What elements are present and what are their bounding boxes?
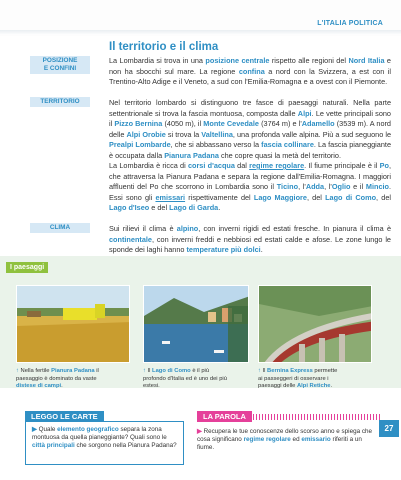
section-tag: L'ITALIA POLITICA [317, 20, 383, 27]
highlighted-term: corsi d'acqua [187, 161, 235, 170]
triangle-bullet-icon: ▶ [197, 428, 202, 435]
highlighted-term: alpino [176, 224, 199, 233]
text-run: Il [262, 368, 268, 374]
highlighted-term: Valtellina [201, 129, 233, 139]
highlighted-term: Monte Cevedale [203, 119, 259, 128]
text-run: , che si abbassano verso la [170, 140, 262, 149]
highlighted-term: Pianura Padana [51, 368, 95, 374]
highlighted-term: Bernina Express [267, 368, 313, 374]
la-parola-title: LA PAROLA [197, 411, 252, 422]
highlighted-term: città principali [32, 442, 75, 449]
text-run: Nel territorio lombardo si distinguono tre fasce di paesaggi naturali. Nella parte settentrionale si trova la fascia montuosa, composta dalle [109, 98, 391, 118]
highlighted-term: Prealpi Lombarde [109, 140, 171, 149]
highlighted-term: emissari [155, 192, 186, 202]
highlighted-term: emissario [301, 436, 331, 443]
la-parola-box [197, 428, 380, 452]
text-run: , l' [298, 182, 306, 191]
highlighted-term: Oglio [331, 182, 351, 191]
text-run: separa la zona montuosa da quella pianeggiante? Quali sono le [32, 426, 167, 441]
section-title: Il territorio e il clima [109, 41, 219, 53]
text-run: . [330, 383, 333, 389]
text-run: (3539 m). A nord delle [109, 119, 391, 139]
text-run: il paesaggio è dominato da vaste [16, 368, 99, 382]
text-run: . [260, 245, 263, 254]
page-number: 27 [379, 420, 399, 437]
text-run: , l' [324, 182, 332, 191]
highlighted-term: Lago di Como [325, 192, 377, 202]
text-run: rispettivamente del [185, 192, 254, 202]
photo-lago-di-como [143, 285, 249, 363]
text-run: è il più profondo d'Italia ed è uno dei più estesi. [143, 368, 227, 389]
caption-pianura-padana [16, 368, 101, 391]
highlighted-term: Lago d'Iseo [109, 203, 150, 212]
text-run: . [61, 383, 63, 389]
highlighted-term: elemento geografico [57, 426, 119, 433]
text-run: e non ha sbocchi sul mare. La regione [109, 56, 391, 76]
highlighted-term: Mincio [365, 182, 389, 191]
caption-bernina-express [258, 368, 343, 391]
highlighted-term: Pianura Padana [164, 150, 219, 160]
highlighted-term: Adda [305, 182, 325, 191]
text-run: , una profonda valle alpina. Più a sud seguono le [232, 129, 392, 139]
arrow-up-icon: ↑ [16, 368, 19, 374]
text-run: , del [376, 192, 391, 202]
text-run: ed [290, 436, 302, 443]
highlighted-term: Po [379, 161, 389, 170]
photo-pianura-padana [16, 285, 130, 363]
text-run: che sorgono nella Pianura Padana? [74, 442, 177, 449]
highlighted-term: Adamello [301, 119, 335, 128]
highlighted-term: Ticino [276, 182, 299, 191]
text-run: si trova la [165, 129, 202, 139]
highlighted-term: fascia collinare [261, 140, 314, 149]
highlighted-term: Lago di Como [152, 368, 191, 374]
text-run: (4050 m), il [162, 119, 204, 128]
la-parola-rule [253, 414, 380, 420]
triangle-bullet-icon: ▶ [32, 426, 37, 433]
side-label-territorio: TERRITORIO [30, 97, 90, 107]
highlighted-term: confina [238, 66, 265, 76]
side-label-line: POSIZIONE [42, 57, 78, 64]
highlighted-term: Lago di Garda [169, 203, 219, 212]
paragraph-posizione [109, 56, 391, 88]
paragraph-territorio [109, 98, 391, 161]
text-run: che copre quasi la metà del territorio. [218, 150, 342, 160]
text-run: e del [149, 203, 170, 212]
highlighted-term: continentale [109, 234, 152, 244]
header-rule [0, 30, 401, 35]
highlighted-term: regime regolare [249, 161, 305, 170]
text-run: La Lombardia è ricca di [109, 161, 188, 170]
text-run: Sui rilievi il clima è [109, 224, 177, 233]
highlighted-term: posizione centrale [205, 56, 270, 65]
text-run: Quale [38, 426, 58, 433]
side-label-line: E CONFINI [43, 65, 77, 72]
highlighted-term: distese di campi [16, 383, 62, 389]
text-run: . Il fiume principale è il [304, 161, 380, 170]
text-run: . La fascia pianeggiante è occupata dalla [109, 140, 392, 160]
text-run: , con inverni freddi e nebbiosi ed estati calde e afose. Le zone lungo le sponde dei laghi hanno [109, 234, 391, 254]
text-run: permette ai passeggeri di osservare i paesaggi delle [258, 368, 338, 389]
text-run: La Lombardia si trova in una [109, 56, 206, 65]
gallery-title: I paesaggi [6, 262, 48, 273]
arrow-up-icon: ↑ [258, 368, 261, 374]
text-run: riferiti a un fiume. [197, 436, 362, 451]
text-run: , che attraversa la Pianura Padana e separa la regione dall'Emilia-Romagna. I maggiori affluenti del Po che scorrono in Lombardia sono il [109, 161, 391, 191]
text-run: , del [306, 192, 326, 202]
text-run: (3764 m) e l' [258, 119, 302, 128]
caption-lago-di-como [143, 368, 228, 391]
text-run: . [218, 203, 221, 212]
text-run: Il [147, 368, 153, 374]
highlighted-term: temperature più dolci [186, 245, 261, 254]
text-run: dal [234, 161, 250, 170]
text-run: , con inverni rigidi ed estati fresche. In pianura il clima è [198, 224, 392, 233]
arrow-up-icon: ↑ [143, 368, 146, 374]
highlighted-term: Alpi Orobie [126, 129, 166, 139]
highlighted-term: Alpi Retiche [297, 383, 331, 389]
highlighted-term: Lago Maggiore [253, 192, 307, 202]
text-run: Nella fertile [20, 368, 52, 374]
photo-bernina-express [258, 285, 372, 363]
highlighted-term: Nord Italia [348, 56, 385, 65]
highlighted-term: regime regolare [243, 436, 291, 443]
text-run: Recupera le tue conoscenze dello scorso anno e spiega che cosa significano [197, 428, 372, 443]
leggo-le-carte-title: LEGGO LE CARTE [25, 411, 104, 422]
side-label-clima: CLIMA [30, 223, 90, 233]
text-run: . Le vette principali sono il [109, 108, 391, 128]
text-run: . Essi sono gli [109, 182, 392, 202]
leggo-le-carte-box [25, 421, 184, 465]
paragraph-clima [109, 224, 391, 256]
text-run: e il [350, 182, 366, 191]
text-run: rispetto alle regioni del [269, 56, 349, 65]
paragraph-acque [109, 161, 391, 214]
side-label-posizione [30, 56, 90, 74]
highlighted-term: Pizzo Bernina [114, 119, 163, 128]
text-run: a nord con la Svizzera, a est con il Trentino-Alto Adige e il Veneto, a sud con l'Emilia-Romagna e a ovest con il Piemonte. [109, 66, 391, 86]
highlighted-term: Alpi [297, 108, 312, 118]
